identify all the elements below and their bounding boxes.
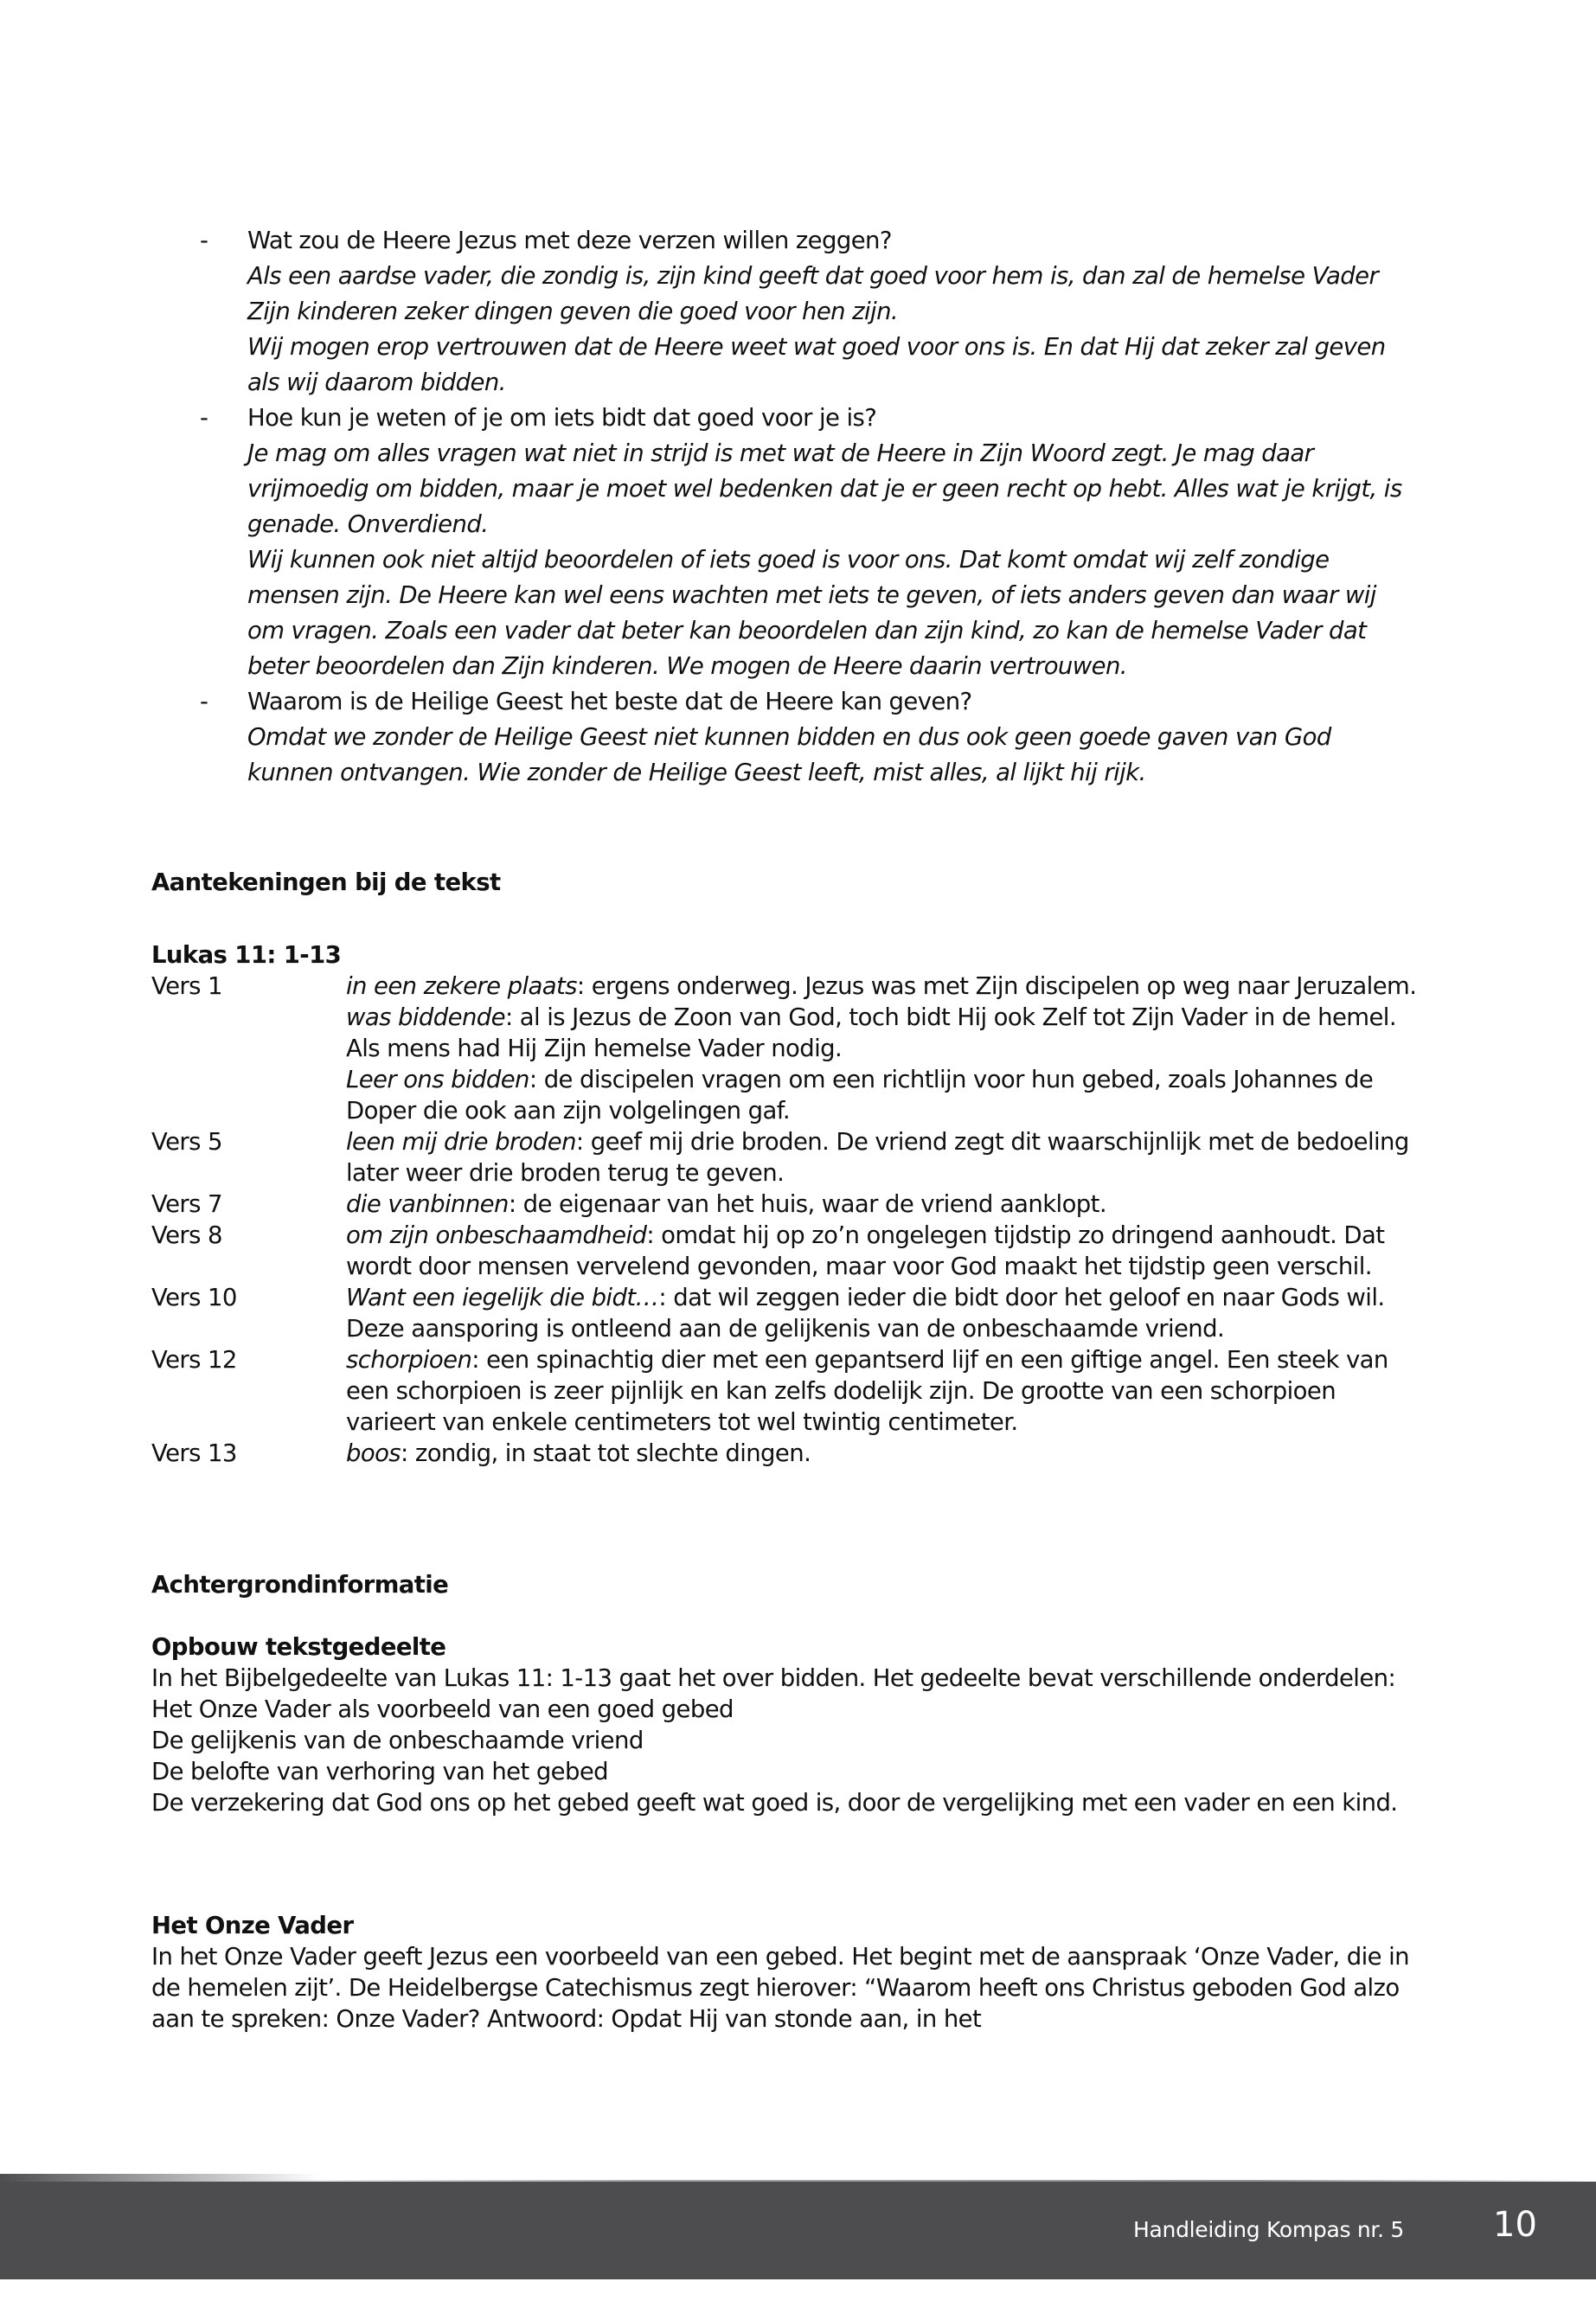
verse-body	[346, 1282, 1423, 1344]
structure-item: De belofte van verhoring van het gebed	[151, 1758, 609, 1785]
verse-body	[346, 1220, 1423, 1282]
term: Leer ons bidden	[346, 1066, 529, 1093]
verse-note	[151, 1126, 1423, 1189]
verse-note	[151, 1438, 1423, 1469]
term: schorpioen	[346, 1346, 472, 1374]
verse-note	[151, 1282, 1423, 1344]
question: Wat zou de Heere Jezus met deze verzen willen zeggen?	[247, 227, 892, 254]
verse-label: Vers 10	[151, 1284, 237, 1311]
definition: : al is Jezus de Zoon van God, toch bidt Hij ook Zelf tot Zijn Vader in de hemel. Als mens had Hij Zijn hemelse Vader nodig.	[346, 1003, 1396, 1062]
verse-body	[346, 1344, 1423, 1438]
verse-note	[151, 1189, 1423, 1220]
verse-label: Vers 7	[151, 1190, 222, 1218]
verse-entry	[346, 1282, 1423, 1344]
verse-entry	[346, 971, 1423, 1002]
answer: Als een aardse vader, die zondig is, zijn kind geeft dat goed voor hem is, dan zal de hemelse Vader Zijn kinderen zeker dingen geven die goed voor hen zijn.	[247, 262, 1379, 325]
structure-intro: In het Bijbelgedeelte van Lukas 11: 1-13 gaat het over bidden. Het gedeelte bevat verschillende onderdelen:	[151, 1664, 1396, 1692]
question: Hoe kun je weten of je om iets bidt dat goed voor je is?	[247, 404, 877, 432]
verse-entry	[346, 1220, 1423, 1282]
definition: : de eigenaar van het huis, waar de vriend aanklopt.	[508, 1190, 1106, 1218]
verse-label: Vers 5	[151, 1128, 222, 1156]
term: leen mij drie broden	[346, 1128, 576, 1156]
definition: : dat wil zeggen ieder die bidt door het geloof en naar Gods wil. Deze aansporing is ontleend aan de gelijkenis van de onbeschaamde vriend.	[346, 1284, 1385, 1343]
structure-item: De verzekering dat God ons op het gebed geeft wat goed is, door de vergelijking met een vader en een kind.	[151, 1789, 1398, 1817]
passage-reference: Lukas 11: 1-13	[151, 941, 342, 969]
verse-notes	[151, 939, 1423, 1469]
verse-entry	[346, 1438, 1423, 1469]
verse-entry	[346, 1126, 1423, 1189]
verse-label: Vers 13	[151, 1439, 237, 1467]
structure-item: Het Onze Vader als voorbeeld van een goed gebed	[151, 1695, 734, 1723]
question-answer-list	[151, 223, 1414, 791]
bullet-dash: -	[200, 688, 208, 715]
definition: : geef mij drie broden. De vriend zegt dit waarschijnlijk met de bedoeling later weer drie broden terug te geven.	[346, 1128, 1409, 1187]
qa-item	[151, 223, 1414, 401]
verse-body	[346, 1126, 1423, 1189]
bullet-dash: -	[200, 227, 208, 254]
verse-note	[151, 1220, 1423, 1282]
answer: Wij kunnen ook niet altijd beoordelen of iets goed is voor ons. Dat komt omdat wij zelf zondige mensen zijn. De Heere kan wel eens wachten met iets te geven, of iets anders geven dan waar wij om vragen. Zoals een vader dat beter kan beoordelen dan zijn kind, zo kan de hemelse Vader dat beter beoordelen dan Zijn kinderen. We mogen de Heere daarin vertrouwen.	[247, 546, 1376, 680]
verse-label: Vers 12	[151, 1346, 237, 1374]
term: boos	[346, 1439, 401, 1467]
verse-entry	[346, 1002, 1423, 1064]
verse-body	[346, 1438, 1423, 1469]
qa-item	[151, 684, 1414, 791]
term: in een zekere plaats	[346, 972, 577, 1000]
verse-label: Vers 1	[151, 972, 222, 1000]
definition: : omdat hij op zo’n ongelegen tijdstip zo dringend aanhoudt. Dat wordt door mensen vervelend gevonden, maar voor God maakt het tijdstip geen verschil.	[346, 1221, 1385, 1280]
verse-list	[151, 971, 1423, 1469]
bullet-dash: -	[200, 404, 208, 432]
verse-label: Vers 8	[151, 1221, 222, 1249]
page-number: 10	[1493, 2205, 1537, 2245]
question: Waarom is de Heilige Geest het beste dat de Heere kan geven?	[247, 688, 972, 715]
notes-heading: Aantekeningen bij de tekst	[151, 868, 501, 896]
background-heading: Achtergrondinformatie	[151, 1571, 449, 1599]
verse-entry	[346, 1344, 1423, 1438]
verse-entry	[346, 1189, 1423, 1220]
verse-note	[151, 971, 1423, 1126]
structure-heading: Opbouw tekstgedeelte	[151, 1633, 446, 1661]
term: Want een iegelijk die bidt…	[346, 1284, 659, 1311]
structure-section	[151, 1631, 1423, 1818]
our-father-section	[151, 1910, 1423, 2035]
verse-body	[346, 1189, 1423, 1220]
qa-item	[151, 401, 1414, 684]
our-father-heading: Het Onze Vader	[151, 1912, 354, 1939]
definition: : de discipelen vragen om een richtlijn voor hun gebed, zoals Johannes de Doper die ook aan zijn volgelingen gaf.	[346, 1066, 1374, 1125]
verse-entry	[346, 1064, 1423, 1126]
definition: : zondig, in staat tot slechte dingen.	[401, 1439, 811, 1467]
term: was biddende	[346, 1003, 505, 1031]
verse-note	[151, 1344, 1423, 1438]
answer: Je mag om alles vragen wat niet in strijd is met wat de Heere in Zijn Woord zegt. Je mag daar vrijmoedig om bidden, maar je moet wel bedenken dat je er geen recht op hebt. Alles wat je krijgt, is genade. Onverdiend.	[247, 439, 1402, 538]
answer: Wij mogen erop vertrouwen dat de Heere weet wat goed voor ons is. En dat Hij dat zeker zal geven als wij daarom bidden.	[247, 333, 1386, 396]
structure-item: De gelijkenis van de onbeschaamde vriend	[151, 1727, 644, 1754]
answer: Omdat we zonder de Heilige Geest niet kunnen bidden en dus ook geen goede gaven van God kunnen ontvangen. Wie zonder de Heilige Geest leeft, mist alles, al lijkt hij rijk.	[247, 723, 1331, 786]
term: die vanbinnen	[346, 1190, 509, 1218]
our-father-text: In het Onze Vader geeft Jezus een voorbeeld van een gebed. Het begint met de aanspraak ‘Onze Vader, die in de hemelen zijt’. De Heidelbergse Catechismus zegt hierover: “Waarom heeft ons Christus geboden God alzo aan te spreken: Onze Vader? Antwoord: Opdat Hij van stonde aan, in het	[151, 1943, 1409, 2033]
footer-title: Handleiding Kompas nr. 5	[1133, 2217, 1404, 2242]
definition: : een spinachtig dier met een gepantserd lijf en een giftige angel. Een steek van een schorpioen is zeer pijnlijk en kan zelfs dodelijk zijn. De grootte van een schorpioen varieert van enkele centimeters tot wel twintig centimeter.	[346, 1346, 1388, 1436]
verse-body	[346, 971, 1423, 1126]
definition: : ergens onderweg. Jezus was met Zijn discipelen op weg naar Jeruzalem.	[576, 972, 1417, 1000]
term: om zijn onbeschaamdheid	[346, 1221, 647, 1249]
